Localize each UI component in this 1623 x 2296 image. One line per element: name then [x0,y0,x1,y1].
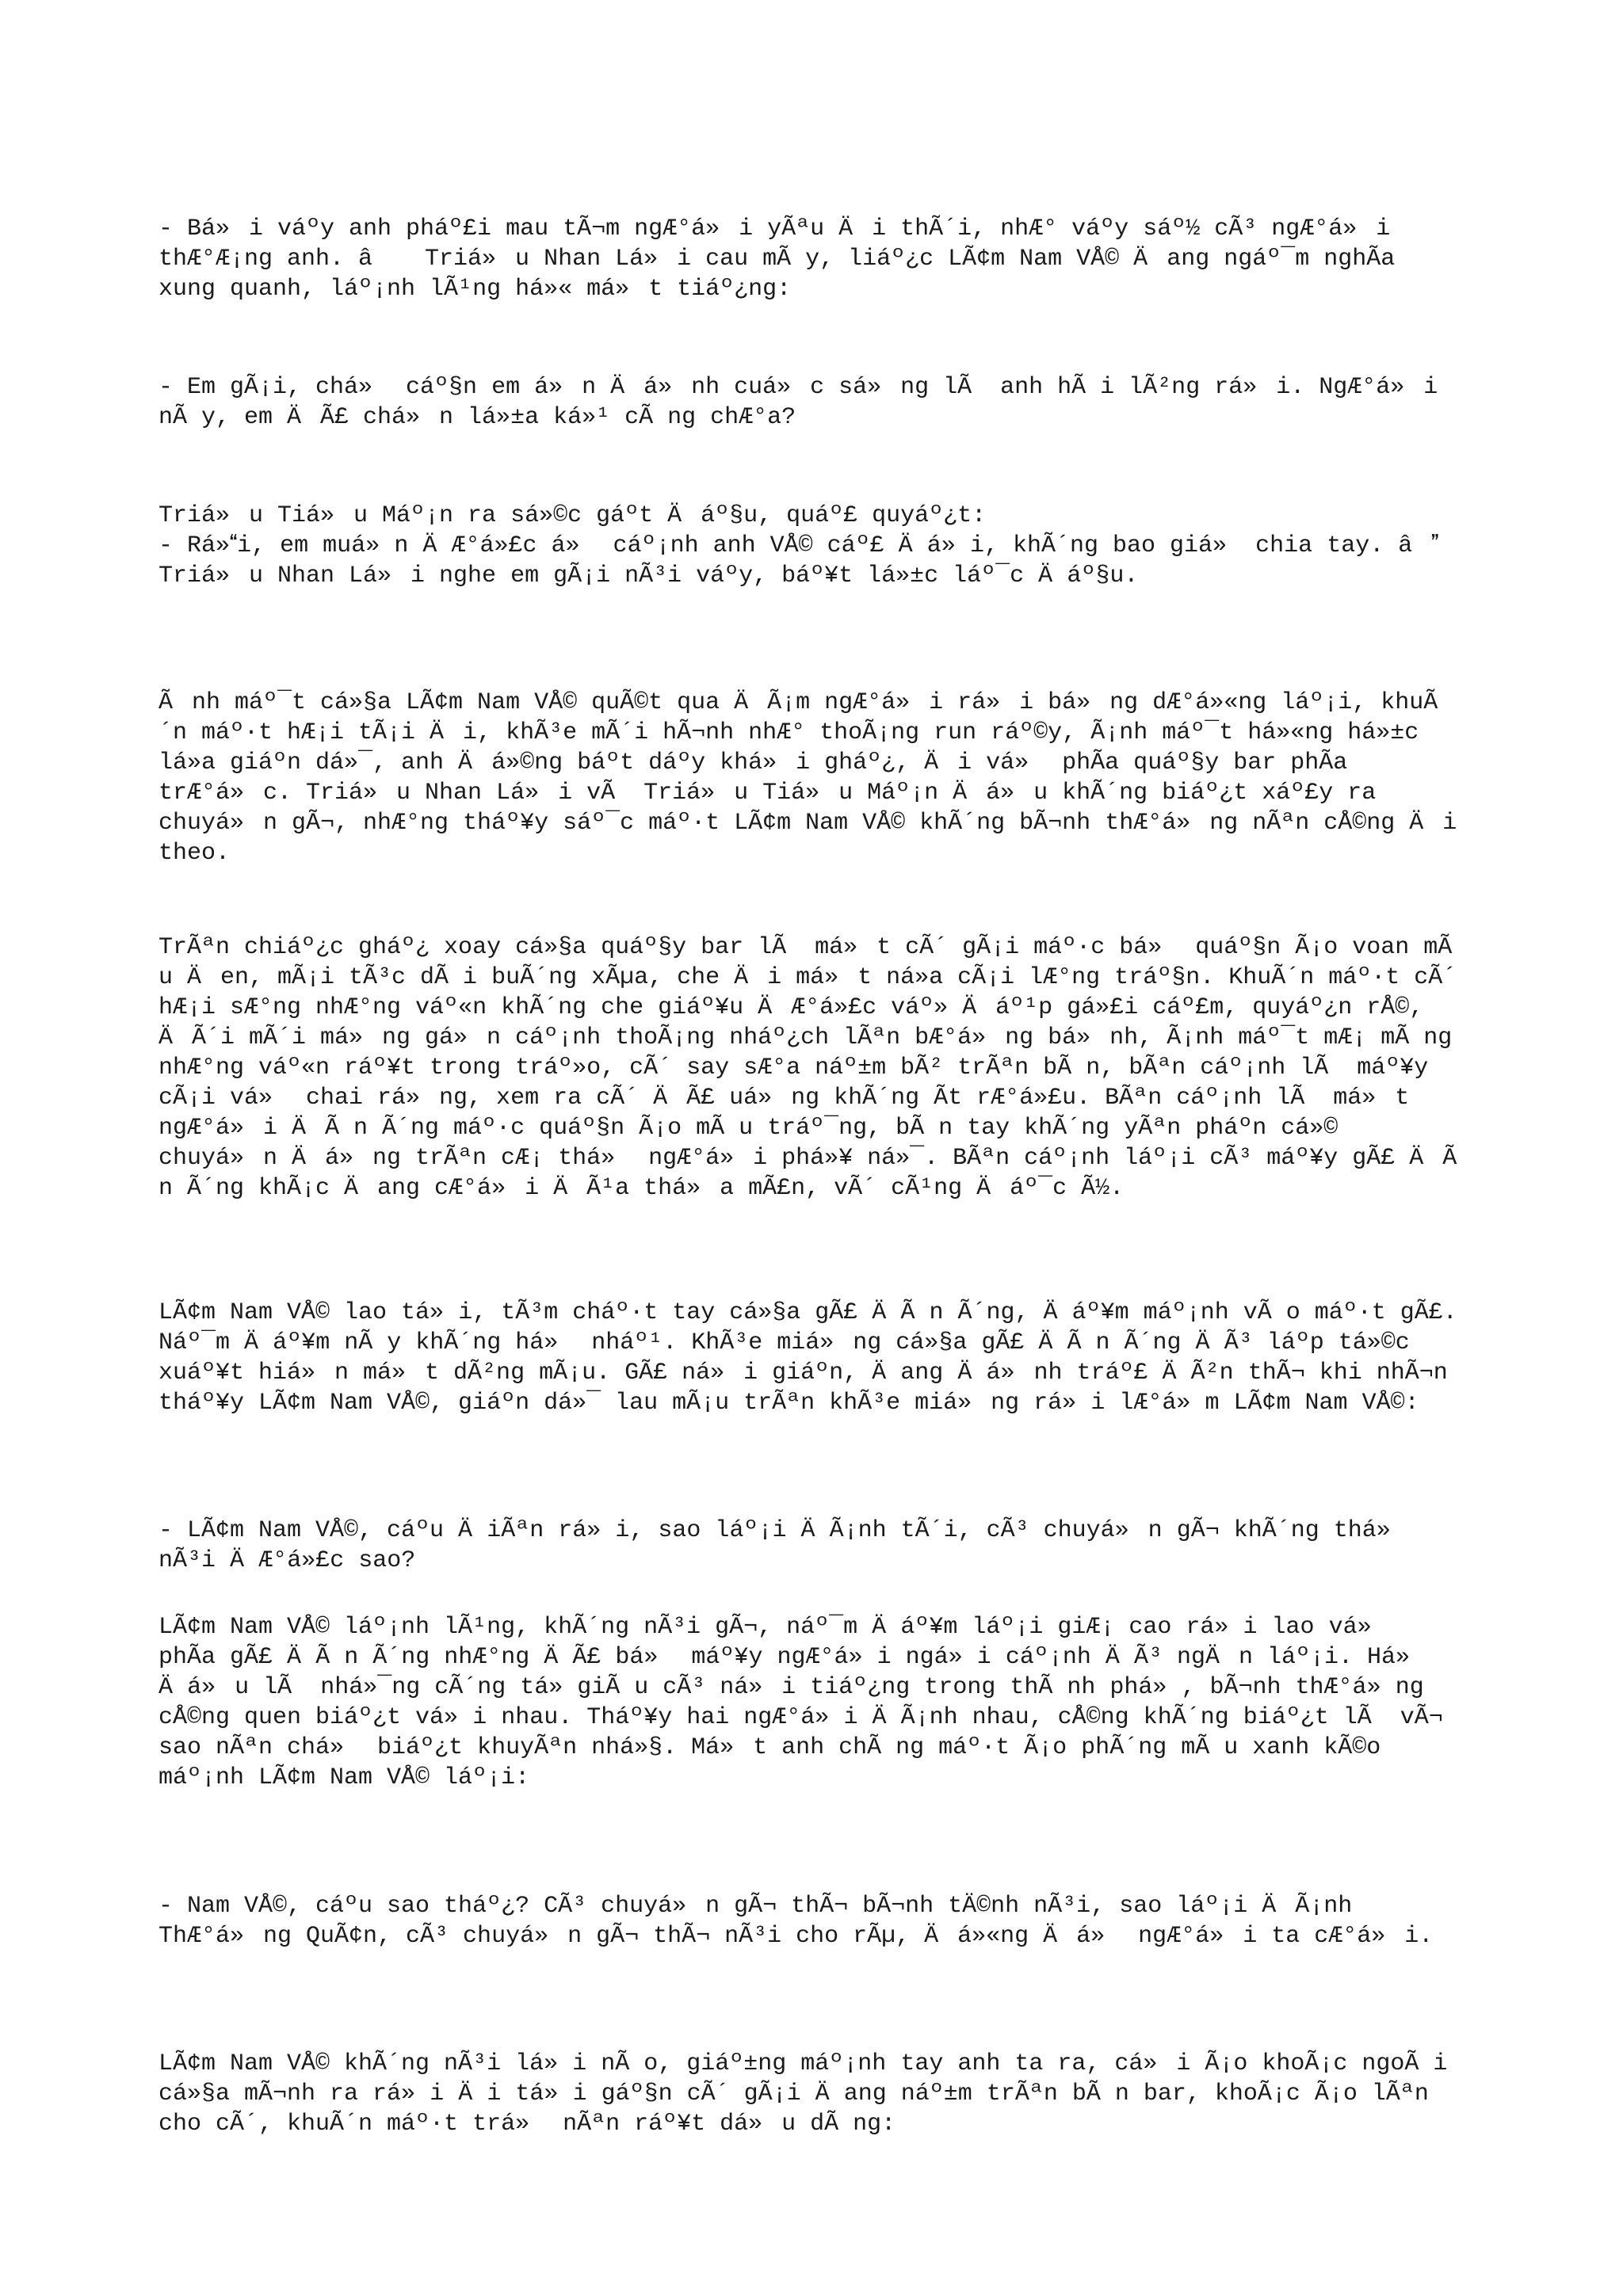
paragraph: LÃ¢m Nam VÅ© lao tá»i, tÃ³m cháº·t tay cá»§a gÃ£ ÄÃ n Ã´ng, Äáº¥m máº¡nh vÃ o máº·t gÃ£. Náº¯m Äáº¥m nÃ y khÃ´ng há» nháº¹. KhÃ³e miá»ng cá»§a gÃ£ ÄÃ n Ã´ng ÄÃ³ láºp tá»©c xuáº¥t hiá»n má»t dÃ²ng mÃ¡u. GÃ£ ná»i giáºn, Äang Äá»nh tráº£ ÄÃ²n thÃ¬ khi nhÃ¬n tháº¥y LÃ¢m Nam VÅ©, giáºn dá»¯ lau mÃ¡u trÃªn khÃ³e miá»ng rá»i lÆ°á»m LÃ¢m Nam VÅ©: [158,1299,1472,1417]
paragraph: TrÃªn chiáº¿c gháº¿ xoay cá»§a quáº§y bar lÃ má»t cÃ´ gÃ¡i máº·c bá» quáº§n Ã¡o voan mÃ u Äen, mÃ¡i tÃ³c dÃ i buÃ´ng xÃµa, che Äi má»t ná»a cÃ¡i lÆ°ng tráº§n. KhuÃ´n máº·t cÃ´ hÆ¡i sÆ°ng nhÆ°ng váº«n khÃ´ng che giáº¥u ÄÆ°á»£c váº» Äáº¹p gá»£i cáº£m, quyáº¿n rÅ©, ÄÃ´i mÃ´i má»ng gá»n cáº¡nh thoÃ¡ng nháº¿ch lÃªn bÆ°á»ng bá»nh, Ã¡nh máº¯t mÆ¡ mÃ ng nhÆ°ng váº«n ráº¥t trong tráº»o, cÃ´ say sÆ°a náº±m bÃ² trÃªn bÃ n, bÃªn cáº¡nh lÃ máº¥y cÃ¡i vá» chai rá»ng, xem ra cÃ´ ÄÃ£ uá»ng khÃ´ng Ãt rÆ°á»£u. BÃªn cáº¡nh lÃ má»t ngÆ°á»i ÄÃ n Ã´ng máº·c quáº§n Ã¡o mÃ u tráº¯ng, bÃ n tay khÃ´ng yÃªn pháºn cá»© chuyá»n Äá»ng trÃªn cÆ¡ thá» ngÆ°á»i phá»¥ ná»¯. BÃªn cáº¡nh láº¡i cÃ³ máº¥y gÃ£ ÄÃ n Ã´ng khÃ¡c Äang cÆ°á»i ÄÃ¹a thá»a mÃ£n, vÃ´ cÃ¹ng Äáº¯c Ã½. [158,934,1472,1202]
paragraph: - Bá»i váºy anh pháº£i mau tÃ¬m ngÆ°á»i yÃªu Äi thÃ´i, nhÆ° váºy sáº½ cÃ³ ngÆ°á»i thÆ°Æ¡ng anh. â Triá»u Nhan Lá»i cau mÃ y, liáº¿c LÃ¢m Nam VÅ© Äang ngáº¯m nghÃa xung quanh, láº¡nh lÃ¹ng há»« má»t tiáº¿ng: [158,215,1410,303]
paragraph: Ãnh máº¯t cá»§a LÃ¢m Nam VÅ© quÃ©t qua ÄÃ¡m ngÆ°á»i rá»i bá»ng dÆ°á»«ng láº¡i, khuÃ´n máº·t hÆ¡i tÃ¡i Äi, khÃ³e mÃ´i hÃ¬nh nhÆ° thoÃ¡ng run ráº©y, Ã¡nh máº¯t há»«ng há»±c lá»a giáºn dá»¯, anh Äá»©ng báºt dáºy khá»i gháº¿, Äi vá» phÃa quáº§y bar phÃa trÆ°á»c. Triá»u Nhan Lá»i vÃ Triá»u Tiá»u Máº¡n Äá»u khÃ´ng biáº¿t xáº£y ra chuyá»n gÃ¬, nhÆ°ng tháº¥y sáº¯c máº·t LÃ¢m Nam VÅ© khÃ´ng bÃ¬nh thÆ°á»ng nÃªn cÅ©ng Äi theo. [158,689,1472,867]
paragraph: LÃ¢m Nam VÅ© khÃ´ng nÃ³i lá»i nÃ o, giáº±ng máº¡nh tay anh ta ra, cá»i Ã¡o khoÃ¡c ngoÃ i cá»§a mÃ¬nh ra rá»i Äi tá»i gáº§n cÃ´ gÃ¡i Äang náº±m trÃªn bÃ n bar, khoÃ¡c Ã¡o lÃªn cho cÃ´, khuÃ´n máº·t trá» nÃªn ráº¥t dá» u dÃ ng: [158,2050,1462,2138]
paragraph: LÃ¢m Nam VÅ© láº¡nh lÃ¹ng, khÃ´ng nÃ³i gÃ¬, náº¯m Äáº¥m láº¡i giÆ¡ cao rá»i lao vá» phÃa gÃ£ ÄÃ n Ã´ng nhÆ°ng ÄÃ£ bá» máº¥y ngÆ°á»i ngá»i cáº¡nh ÄÃ³ ngÄn láº¡i. Há» Äá»u lÃ nhá»¯ng cÃ´ng tá» giÃ u cÃ³ ná»i tiáº¿ng trong thÃ nh phá», bÃ¬nh thÆ°á»ng cÅ©ng quen biáº¿t vá»i nhau. Tháº¥y hai ngÆ°á»i ÄÃ¡nh nhau, cÅ©ng khÃ´ng biáº¿t lÃ vÃ¬ sao nÃªn chá» biáº¿t khuyÃªn nhá»§. Má»t anh chÃ ng máº·t Ã¡o phÃ´ng mÃ u xanh kÃ©o máº¡nh LÃ¢m Nam VÅ© láº¡i: [158,1614,1457,1791]
paragraph: - LÃ¢m Nam VÅ©, cáºu ÄiÃªn rá»i, sao láº¡i ÄÃ¡nh tÃ´i, cÃ³ chuyá»n gÃ¬ khÃ´ng thá» nÃ³i ÄÆ°á»£c sao? [158,1517,1424,1574]
paragraph: - Em gÃ¡i, chá» cáº§n em á»n Äá»nh cuá»c sá»ng lÃ anh hÃ i lÃ²ng rá»i. NgÆ°á»i nÃ y, em ÄÃ£ chá»n lá»±a ká»¹ cÃ ng chÆ°a? [158,374,1453,431]
paragraph: Triá»u Tiá»u Máº¡n ra sá»©c gáºt Äáº§u, quáº£ quyáº¿t: - Rá»i, em muá»n ÄÆ°á»£c á» cáº¡nh anh VÅ© cáº£ Äá»i, khÃ´ng bao giá» chia tay. â Triá»u Nhan Lá»i nghe em gÃ¡i nÃ³i váºy, báº¥t lá»±c láº¯c Äáº§u. [158,502,1439,589]
paragraph: - Nam VÅ©, cáºu sao tháº¿? CÃ³ chuyá»n gÃ¬ thÃ¬ bÃ¬nh tÄ©nh nÃ³i, sao láº¡i ÄÃ¡nh ThÆ°á»ng QuÃ¢n, cÃ³ chuyá»n gÃ¬ thÃ¬ nÃ³i cho rÃµ, Äá»«ng Äá» ngÆ°á»i ta cÆ°á»i. [158,1893,1434,1950]
